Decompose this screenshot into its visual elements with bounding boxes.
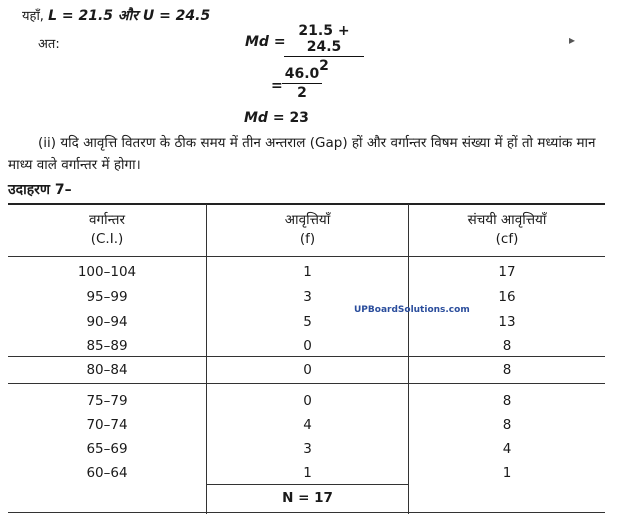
total-cell: N = 17: [282, 490, 333, 506]
fraction-2-bar: [282, 83, 322, 84]
watermark: UPBoardSolutions.com: [354, 305, 470, 315]
table-bottom-rule: [8, 512, 605, 513]
table-cell: 90–94: [86, 314, 128, 330]
header-frequency-sub: (f): [299, 231, 316, 247]
table-cell: 65–69: [86, 441, 128, 457]
header-rule: [8, 256, 605, 257]
table-cell: 70–74: [86, 417, 128, 433]
table-cell: 13: [498, 314, 516, 330]
mid-rule-1: [8, 356, 605, 357]
result-value: 23: [289, 110, 309, 126]
table-cell: 0: [303, 362, 312, 378]
header-class-interval-sub: (C.I.): [90, 231, 124, 247]
stray-mark: ▸: [569, 33, 576, 47]
example-heading: उदाहरण 7–: [8, 182, 72, 198]
result-label: Md =: [244, 110, 290, 126]
table-cell: 8: [502, 417, 512, 433]
header-class-interval-title: वर्गान्तर: [89, 212, 125, 228]
fraction-2: [282, 66, 322, 101]
table-cell: 100–104: [77, 264, 137, 280]
table-cell: 5: [303, 314, 312, 330]
note-paragraph: (ii) यदि आवृत्ति वितरण के ठीक समय में तीन अन्तराल (Gap) हों और वर्गान्तर विषम संख्या में हों तो मध्यांक मान माध्य वाले वर्गान्तर में होगा।: [8, 135, 596, 173]
table-cell: 1: [303, 264, 312, 280]
table-top-rule: [8, 203, 605, 205]
table-cell: 4: [502, 441, 512, 457]
equals-sign: =: [271, 78, 283, 94]
table-cell: 8: [502, 362, 512, 378]
table-cell: 80–84: [86, 362, 128, 378]
table-cell: 0: [303, 393, 312, 409]
mid-rule-2: [8, 383, 605, 384]
table-cell: 3: [303, 289, 312, 305]
header-frequency-title: आवृत्तियाँ: [284, 212, 331, 228]
table-cell: 1: [502, 465, 512, 481]
total-top-rule: [206, 484, 408, 485]
fraction-1-numerator: 21.5 + 24.5: [298, 23, 350, 55]
fraction-2-denominator: 2: [297, 85, 307, 101]
fraction-2-numerator: 46.0: [284, 66, 320, 82]
table-cell: 0: [303, 338, 312, 354]
fraction-1-denominator: 2: [319, 58, 329, 74]
result-line: [244, 110, 309, 126]
table-cell: 8: [502, 338, 512, 354]
header-cumulative-sub: (cf): [495, 231, 519, 247]
table-cell: 60–64: [86, 465, 128, 481]
md-label-1: Md =: [245, 34, 286, 50]
intro-prefix: यहाँ,: [22, 9, 44, 24]
table-cell: 85–89: [86, 338, 128, 354]
table-cell: 95–99: [86, 289, 128, 305]
table-cell: 16: [498, 289, 516, 305]
table-cell: 4: [303, 417, 312, 433]
header-cumulative: [409, 210, 605, 247]
table-cell: 17: [498, 264, 516, 280]
table-cell: 8: [502, 393, 512, 409]
table-cell: 75–79: [86, 393, 128, 409]
intro-values: L = 21.5 और U = 24.5: [48, 8, 211, 24]
table-cell: 3: [303, 441, 312, 457]
fraction-1-bar: [284, 56, 364, 57]
header-class-interval: [8, 210, 206, 247]
table-cell: 1: [303, 465, 312, 481]
header-cumulative-title: संचयी आवृत्तियाँ: [467, 212, 547, 228]
ata-label: अत:: [38, 37, 60, 52]
intro-line: [22, 6, 210, 25]
header-frequency: [207, 210, 408, 247]
